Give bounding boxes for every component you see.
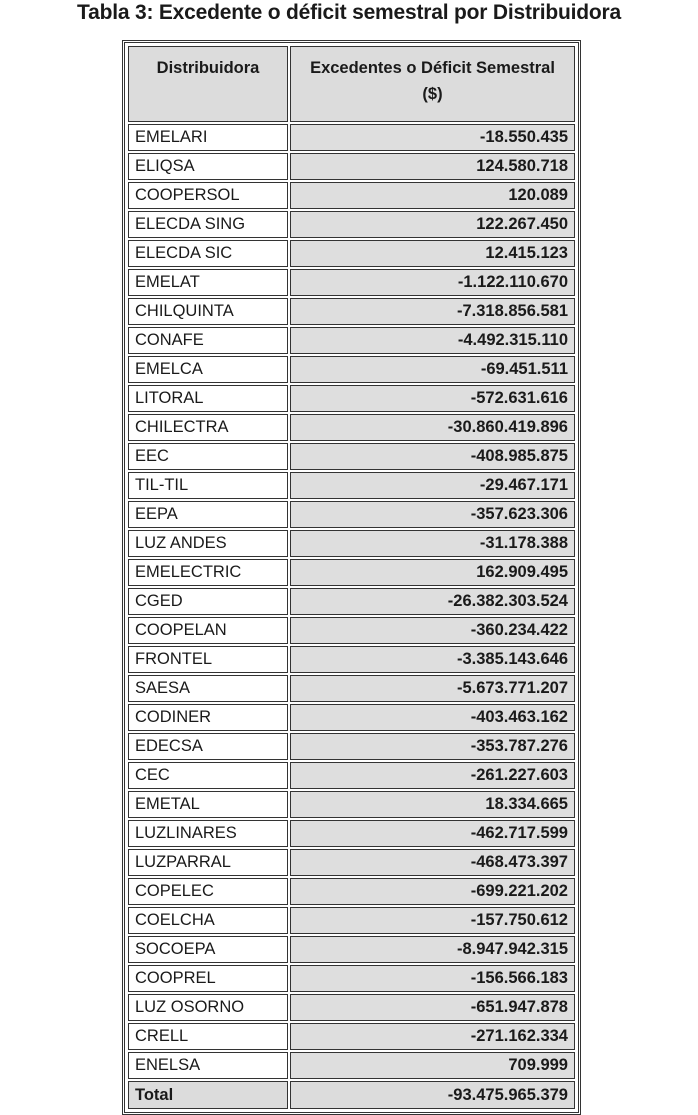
total-label: Total [128, 1081, 288, 1109]
excedente-value: -156.566.183 [290, 965, 575, 992]
distribuidora-name: FRONTEL [128, 646, 288, 673]
distribuidora-name: EMELARI [128, 124, 288, 151]
distribuidora-name: ELECDA SIC [128, 240, 288, 267]
table-row [128, 820, 575, 847]
excedente-value: -651.947.878 [290, 994, 575, 1021]
excedente-value: -360.234.422 [290, 617, 575, 644]
excedente-value: 18.334.665 [290, 791, 575, 818]
table-row [128, 443, 575, 470]
table-row [128, 878, 575, 905]
table-row [128, 356, 575, 383]
excedente-value: -69.451.511 [290, 356, 575, 383]
table-row [128, 385, 575, 412]
table-row [128, 327, 575, 354]
table-row [128, 124, 575, 151]
distribuidora-name: EMELECTRIC [128, 559, 288, 586]
table-row [128, 704, 575, 731]
table-row [128, 588, 575, 615]
distribuidora-name: LITORAL [128, 385, 288, 412]
header-excedentes [290, 46, 575, 122]
distribuidora-name: CHILECTRA [128, 414, 288, 441]
distribuidora-name: COELCHA [128, 907, 288, 934]
excedente-value: -572.631.616 [290, 385, 575, 412]
distribuidora-name: EMETAL [128, 791, 288, 818]
excedente-value: -357.623.306 [290, 501, 575, 528]
excedente-value: -408.985.875 [290, 443, 575, 470]
distribuidora-name: ELIQSA [128, 153, 288, 180]
excedente-value: -5.673.771.207 [290, 675, 575, 702]
excedente-value: 162.909.495 [290, 559, 575, 586]
table-row [128, 965, 575, 992]
table-row [128, 414, 575, 441]
table-row [128, 1023, 575, 1050]
table-row [128, 530, 575, 557]
table-row [128, 559, 575, 586]
data-table-frame [122, 40, 581, 1115]
excedente-value: -3.385.143.646 [290, 646, 575, 673]
excedente-value: -8.947.942.315 [290, 936, 575, 963]
excedente-value: -261.227.603 [290, 762, 575, 789]
distribuidora-name: EEPA [128, 501, 288, 528]
distribuidora-name: SOCOEPA [128, 936, 288, 963]
total-value: -93.475.965.379 [290, 1081, 575, 1109]
excedente-value: -7.318.856.581 [290, 298, 575, 325]
header-distribuidora: Distribuidora [128, 46, 288, 122]
distribuidora-name: ENELSA [128, 1052, 288, 1079]
excedente-value: -271.162.334 [290, 1023, 575, 1050]
distribuidora-name: CHILQUINTA [128, 298, 288, 325]
table-row [128, 1052, 575, 1079]
table-row [128, 646, 575, 673]
excedente-value: -462.717.599 [290, 820, 575, 847]
table-row [128, 762, 575, 789]
distribuidora-name: EDECSA [128, 733, 288, 760]
table-row [128, 211, 575, 238]
table-row [128, 182, 575, 209]
excedente-value: 12.415.123 [290, 240, 575, 267]
excedente-value: -157.750.612 [290, 907, 575, 934]
distribuidora-name: SAESA [128, 675, 288, 702]
excedente-value: -1.122.110.670 [290, 269, 575, 296]
distribuidora-name: COOPERSOL [128, 182, 288, 209]
excedente-value: -4.492.315.110 [290, 327, 575, 354]
table-row [128, 849, 575, 876]
table-row [128, 240, 575, 267]
table-row [128, 791, 575, 818]
distribuidora-name: COOPREL [128, 965, 288, 992]
table-row [128, 936, 575, 963]
excedente-value: -403.463.162 [290, 704, 575, 731]
distribuidora-name: CODINER [128, 704, 288, 731]
excedente-value: 124.580.718 [290, 153, 575, 180]
data-table [126, 44, 577, 1111]
excedente-value: -30.860.419.896 [290, 414, 575, 441]
distribuidora-name: CGED [128, 588, 288, 615]
header-unit: ($) [422, 85, 443, 103]
distribuidora-name: CONAFE [128, 327, 288, 354]
table-row [128, 675, 575, 702]
excedente-value: -18.550.435 [290, 124, 575, 151]
excedente-value: -353.787.276 [290, 733, 575, 760]
excedente-value: -31.178.388 [290, 530, 575, 557]
excedente-value: 120.089 [290, 182, 575, 209]
distribuidora-name: LUZ ANDES [128, 530, 288, 557]
distribuidora-name: ELECDA SING [128, 211, 288, 238]
table-row [128, 994, 575, 1021]
total-row [128, 1081, 575, 1109]
excedente-value: -468.473.397 [290, 849, 575, 876]
table-title: Tabla 3: Excedente o déficit semestral por Distribuidora [77, 1, 621, 24]
table-row [128, 617, 575, 644]
distribuidora-name: CRELL [128, 1023, 288, 1050]
table-row [128, 298, 575, 325]
excedente-value: 709.999 [290, 1052, 575, 1079]
distribuidora-name: LUZLINARES [128, 820, 288, 847]
distribuidora-name: TIL-TIL [128, 472, 288, 499]
distribuidora-name: COPELEC [128, 878, 288, 905]
distribuidora-name: EMELAT [128, 269, 288, 296]
excedente-value: 122.267.450 [290, 211, 575, 238]
table-row [128, 501, 575, 528]
distribuidora-name: CEC [128, 762, 288, 789]
table-row [128, 733, 575, 760]
excedente-value: -26.382.303.524 [290, 588, 575, 615]
excedente-value: -29.467.171 [290, 472, 575, 499]
distribuidora-name: EMELCA [128, 356, 288, 383]
distribuidora-name: COOPELAN [128, 617, 288, 644]
excedente-value: -699.221.202 [290, 878, 575, 905]
distribuidora-name: EEC [128, 443, 288, 470]
distribuidora-name: LUZPARRAL [128, 849, 288, 876]
table-row [128, 269, 575, 296]
table-row [128, 907, 575, 934]
header-excedentes-label: Excedentes o Déficit Semestral [310, 59, 555, 77]
distribuidora-name: LUZ OSORNO [128, 994, 288, 1021]
table-row [128, 153, 575, 180]
table-row [128, 472, 575, 499]
